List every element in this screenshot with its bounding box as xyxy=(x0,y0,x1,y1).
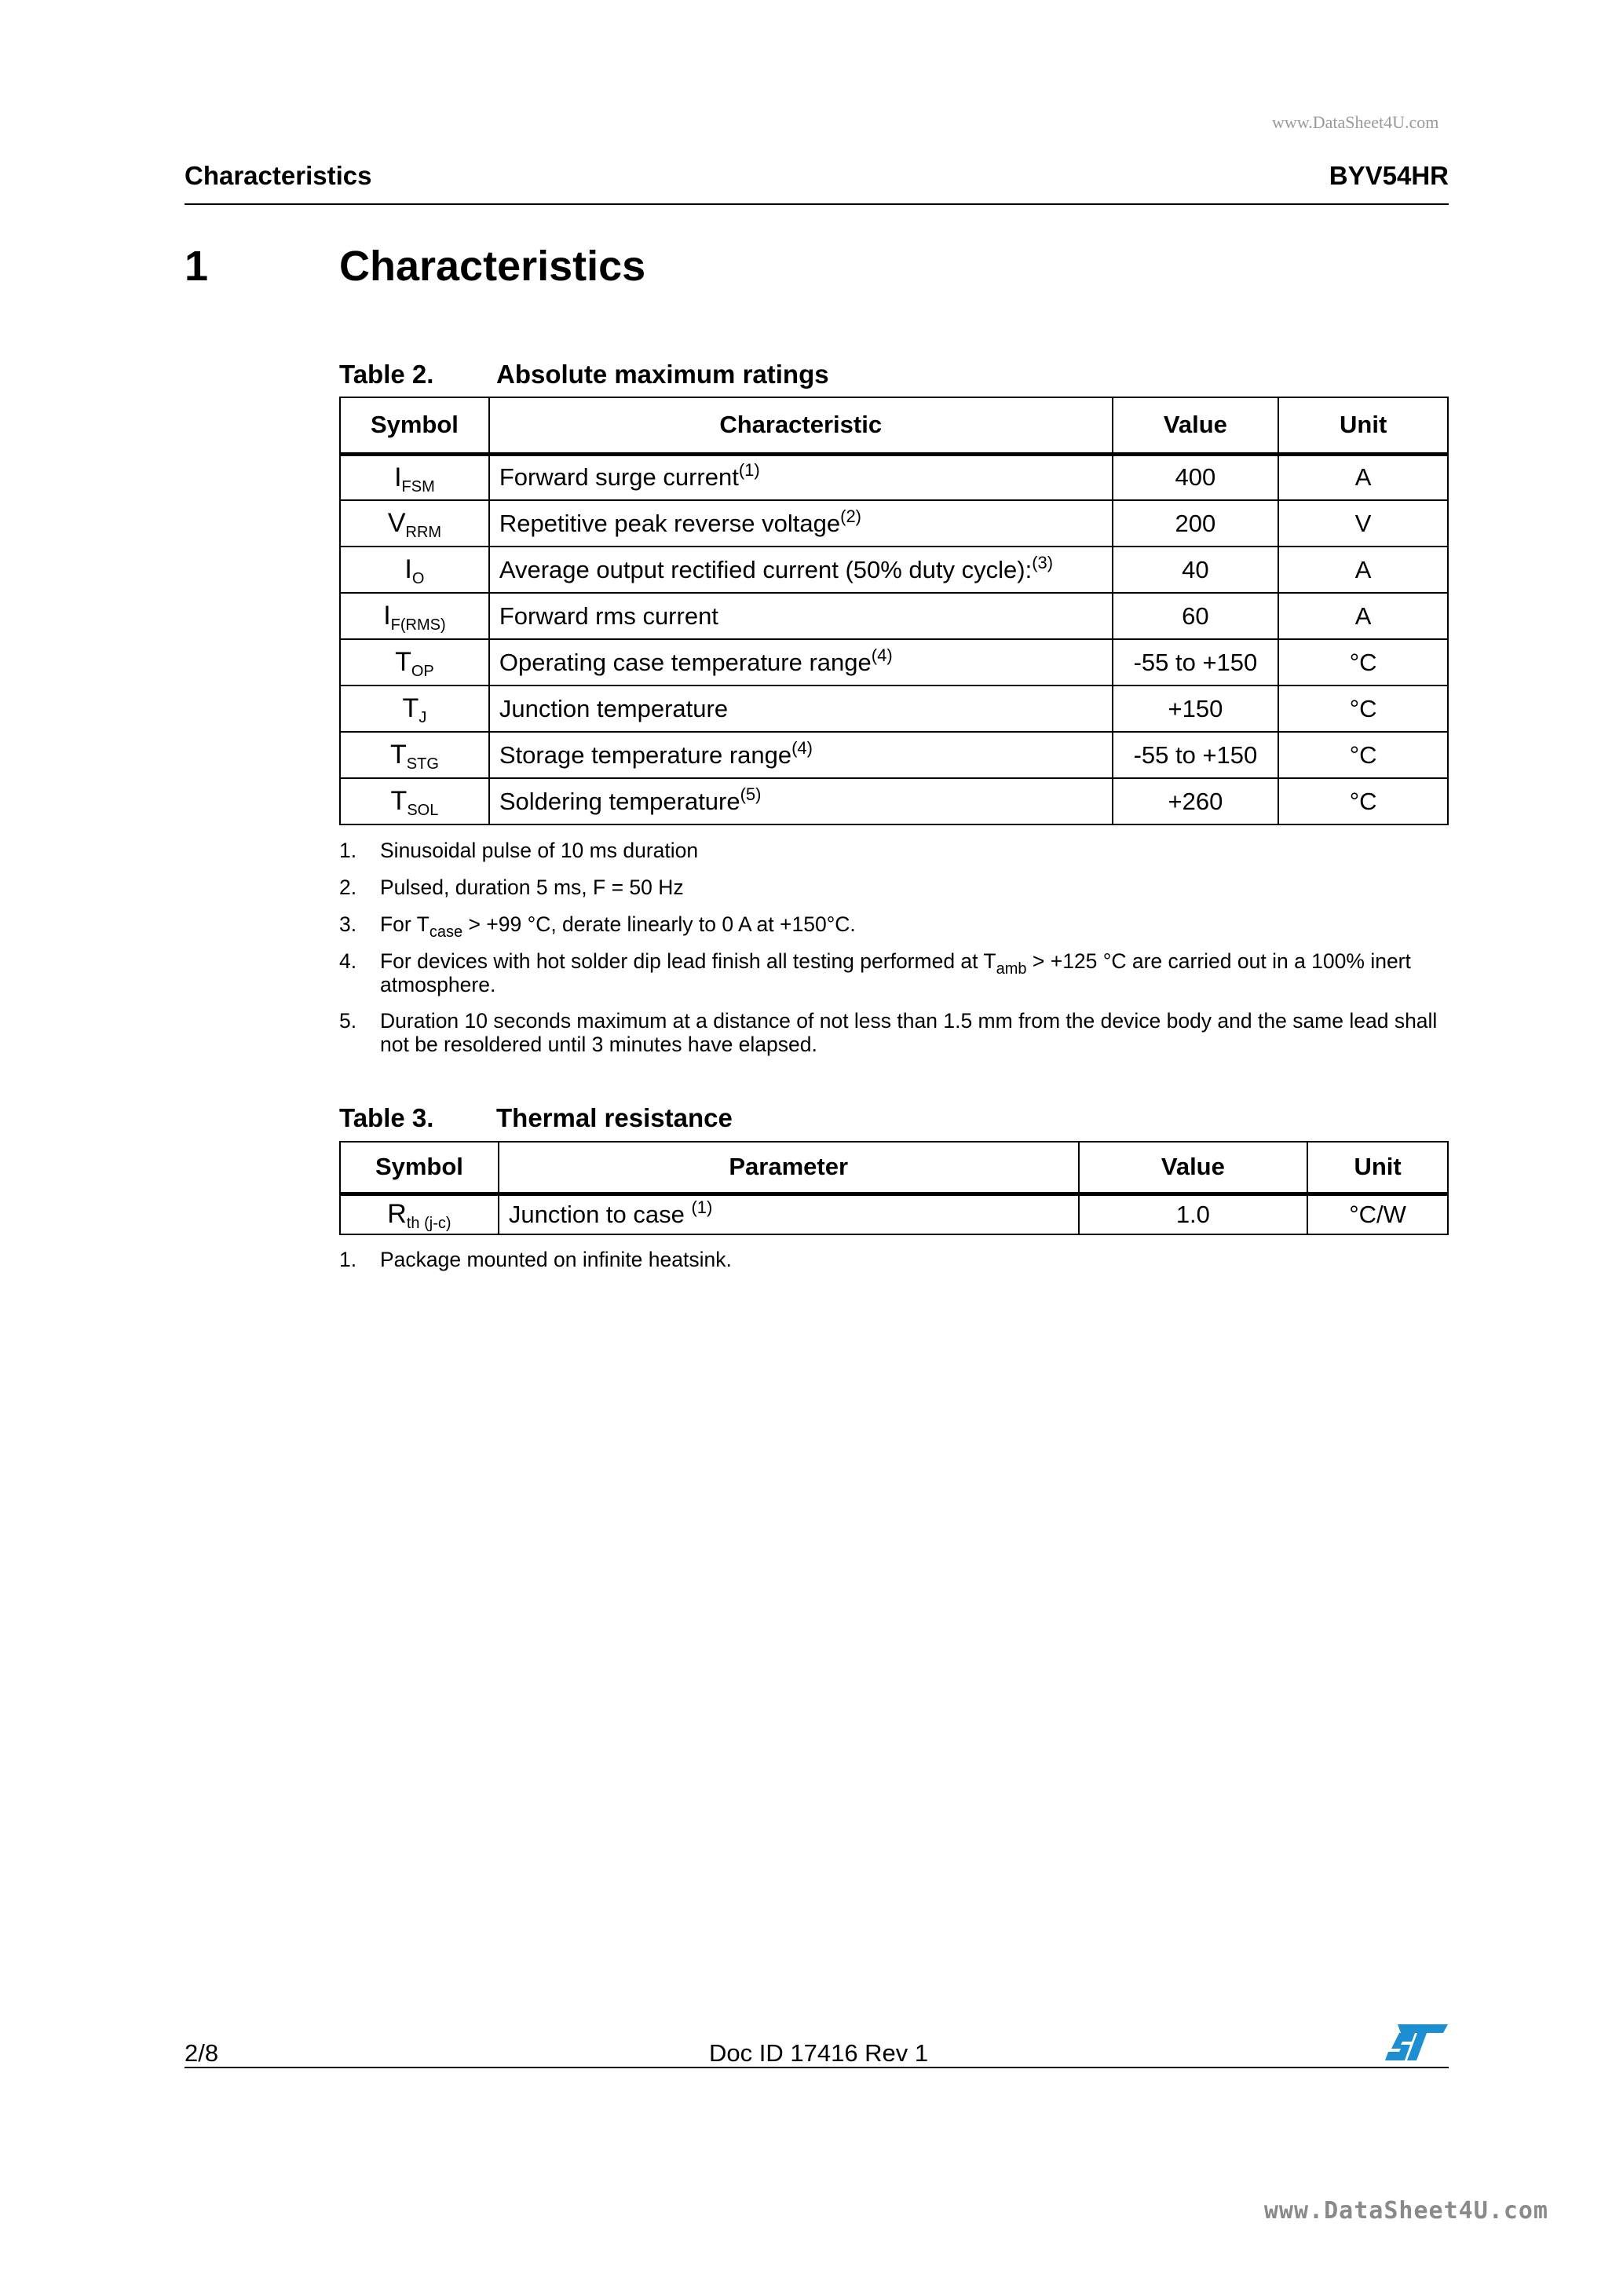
footer-rule xyxy=(185,2067,1449,2068)
footnote-number: 5. xyxy=(339,1009,357,1033)
characteristic-text: Junction temperature xyxy=(499,694,729,722)
characteristic-text: Storage temperature range xyxy=(499,740,792,769)
col-header-value: Value xyxy=(1113,397,1279,454)
symbol-letter: T xyxy=(395,647,411,677)
characteristic-text: Average output rectified current (50% duty cycle): xyxy=(499,555,1033,583)
table-row xyxy=(340,686,1448,732)
characteristic-text: Forward surge current xyxy=(499,463,739,492)
table3-label: Table 3. xyxy=(339,1103,434,1132)
footnote-number: 3. xyxy=(339,912,357,936)
symbol-subscript: SOL xyxy=(407,802,439,819)
table-header-row xyxy=(340,1142,1448,1194)
symbol-subscript: OP xyxy=(411,663,434,680)
footnote-text: For $T_{case} > +99$ °C, derate linearly to 0 A at +150°C. xyxy=(380,912,856,941)
symbol-letter: R xyxy=(387,1199,407,1230)
watermark-bottom: www.DataSheet4U.com xyxy=(1263,2197,1548,2225)
characteristic-text: Forward rms current xyxy=(499,601,718,630)
footnote-ref: (5) xyxy=(740,784,762,804)
characteristic-text: Operating case temperature range xyxy=(499,648,872,676)
table-row xyxy=(340,639,1448,686)
footnote-ref: (4) xyxy=(791,737,813,758)
parameter-text: Junction to case xyxy=(508,1200,692,1228)
characteristic-cell xyxy=(489,639,1113,686)
characteristic-cell xyxy=(489,686,1113,732)
value-cell: 60 xyxy=(1113,593,1279,639)
unit-cell: °C xyxy=(1278,732,1448,778)
unit-cell: °C xyxy=(1278,778,1448,824)
doc-id: Doc ID 17416 Rev 1 xyxy=(709,2039,929,2067)
col-header-value: Value xyxy=(1079,1142,1308,1194)
symbol-letter: T xyxy=(402,693,419,723)
symbol-letter: T xyxy=(390,786,408,816)
col-header-unit: Unit xyxy=(1307,1142,1448,1194)
section-title: Characteristics xyxy=(339,243,646,290)
unit-cell: °C xyxy=(1278,639,1448,686)
col-header-characteristic: Characteristic xyxy=(489,397,1113,454)
unit-cell: V xyxy=(1278,500,1448,547)
unit-cell: A xyxy=(1278,547,1448,593)
symbol-cell xyxy=(340,732,489,778)
symbol-cell xyxy=(340,1194,499,1234)
characteristic-text: Soldering temperature xyxy=(499,787,740,815)
symbol-subscript: J xyxy=(419,709,427,726)
header-rule xyxy=(185,203,1449,205)
st-logo-icon xyxy=(1384,2023,1449,2062)
characteristic-cell xyxy=(489,500,1113,547)
page-number: 2/8 xyxy=(185,2039,219,2067)
symbol-subscript: F(RMS) xyxy=(390,616,446,634)
footnote-number: 1. xyxy=(339,1248,357,1271)
symbol-cell xyxy=(340,500,489,547)
symbol-cell xyxy=(340,639,489,686)
col-header-symbol: Symbol xyxy=(340,1142,499,1194)
footnote-ref: (4) xyxy=(871,645,893,665)
footnote-text: Duration 10 seconds maximum at a distance of not less than 1.5 mm from the device body and the same lead shall not be resoldered until 3 minutes have elapsed. xyxy=(380,1009,1438,1056)
symbol-letter: T xyxy=(389,740,407,770)
value-cell: 40 xyxy=(1113,547,1279,593)
footnote-number: 1. xyxy=(339,839,357,862)
symbol-cell xyxy=(340,547,489,593)
watermark-top: www.DataSheet4U.com xyxy=(1272,112,1439,132)
st-logo xyxy=(1384,2023,1449,2062)
col-header-unit: Unit xyxy=(1278,397,1448,454)
characteristic-cell xyxy=(489,593,1113,639)
symbol-cell xyxy=(340,778,489,824)
col-header-parameter: Parameter xyxy=(499,1142,1079,1194)
symbol-cell xyxy=(340,593,489,639)
thermal-resistance-table xyxy=(339,1141,1449,1235)
absolute-max-ratings-table xyxy=(339,397,1449,825)
unit-cell: A xyxy=(1278,593,1448,639)
table-row xyxy=(340,547,1448,593)
symbol-subscript: O xyxy=(411,570,425,587)
symbol-letter: I xyxy=(404,554,412,584)
value-cell: 1.0 xyxy=(1079,1194,1308,1234)
unit-cell: °C/W xyxy=(1307,1194,1448,1234)
footnote-text: Sinusoidal pulse of 10 ms duration xyxy=(380,839,699,862)
footnote-number: 4. xyxy=(339,949,357,973)
unit-cell: A xyxy=(1278,454,1448,500)
footnote-ref: (1) xyxy=(691,1197,713,1217)
value-cell: +150 xyxy=(1113,686,1279,732)
col-header-symbol: Symbol xyxy=(340,397,489,454)
value-cell: -55 to +150 xyxy=(1113,639,1279,686)
symbol-letter: V xyxy=(387,508,406,538)
footnote-text: For devices with hot solder dip lead finish all testing performed at $T_{amb} > +125$ °C are carried out in a 100% inert atmosphere. xyxy=(380,949,1411,996)
table-row xyxy=(340,1194,1448,1234)
characteristic-text: Repetitive peak reverse voltage xyxy=(499,509,841,537)
section-number: 1 xyxy=(185,243,209,290)
table3-title: Thermal resistance xyxy=(496,1103,733,1132)
table-header-row xyxy=(340,397,1448,454)
characteristic-cell xyxy=(489,732,1113,778)
table2-title: Absolute maximum ratings xyxy=(496,360,829,389)
table2-label: Table 2. xyxy=(339,360,434,389)
symbol-cell xyxy=(340,686,489,732)
symbol-subscript: FSM xyxy=(401,477,435,495)
footnote-ref: (1) xyxy=(738,460,760,481)
footnote-text: Package mounted on infinite heatsink. xyxy=(380,1248,732,1271)
footnote-text: Pulsed, duration 5 ms, F = 50 Hz xyxy=(380,876,684,899)
header-part-number: BYV54HR xyxy=(1329,161,1449,190)
value-cell: -55 to +150 xyxy=(1113,732,1279,778)
value-cell: 200 xyxy=(1113,500,1279,547)
table-row xyxy=(340,732,1448,778)
footnote-ref: (2) xyxy=(840,506,862,526)
symbol-subscript: STG xyxy=(406,755,439,773)
characteristic-cell xyxy=(489,454,1113,500)
parameter-cell xyxy=(499,1194,1079,1234)
footnote-number: 2. xyxy=(339,876,357,899)
value-cell: +260 xyxy=(1113,778,1279,824)
symbol-letter: I xyxy=(394,462,402,492)
table-row xyxy=(340,500,1448,547)
symbol-subscript: RRM xyxy=(405,524,442,541)
characteristic-cell xyxy=(489,547,1113,593)
table-row xyxy=(340,454,1448,500)
table-row xyxy=(340,593,1448,639)
table-row xyxy=(340,778,1448,824)
header-section-name: Characteristics xyxy=(185,161,372,190)
unit-cell: °C xyxy=(1278,686,1448,732)
symbol-letter: I xyxy=(383,601,391,631)
characteristic-cell xyxy=(489,778,1113,824)
symbol-cell xyxy=(340,454,489,500)
symbol-subscript: th (j-c) xyxy=(406,1215,451,1233)
footnote-ref: (3) xyxy=(1032,552,1054,572)
value-cell: 400 xyxy=(1113,454,1279,500)
